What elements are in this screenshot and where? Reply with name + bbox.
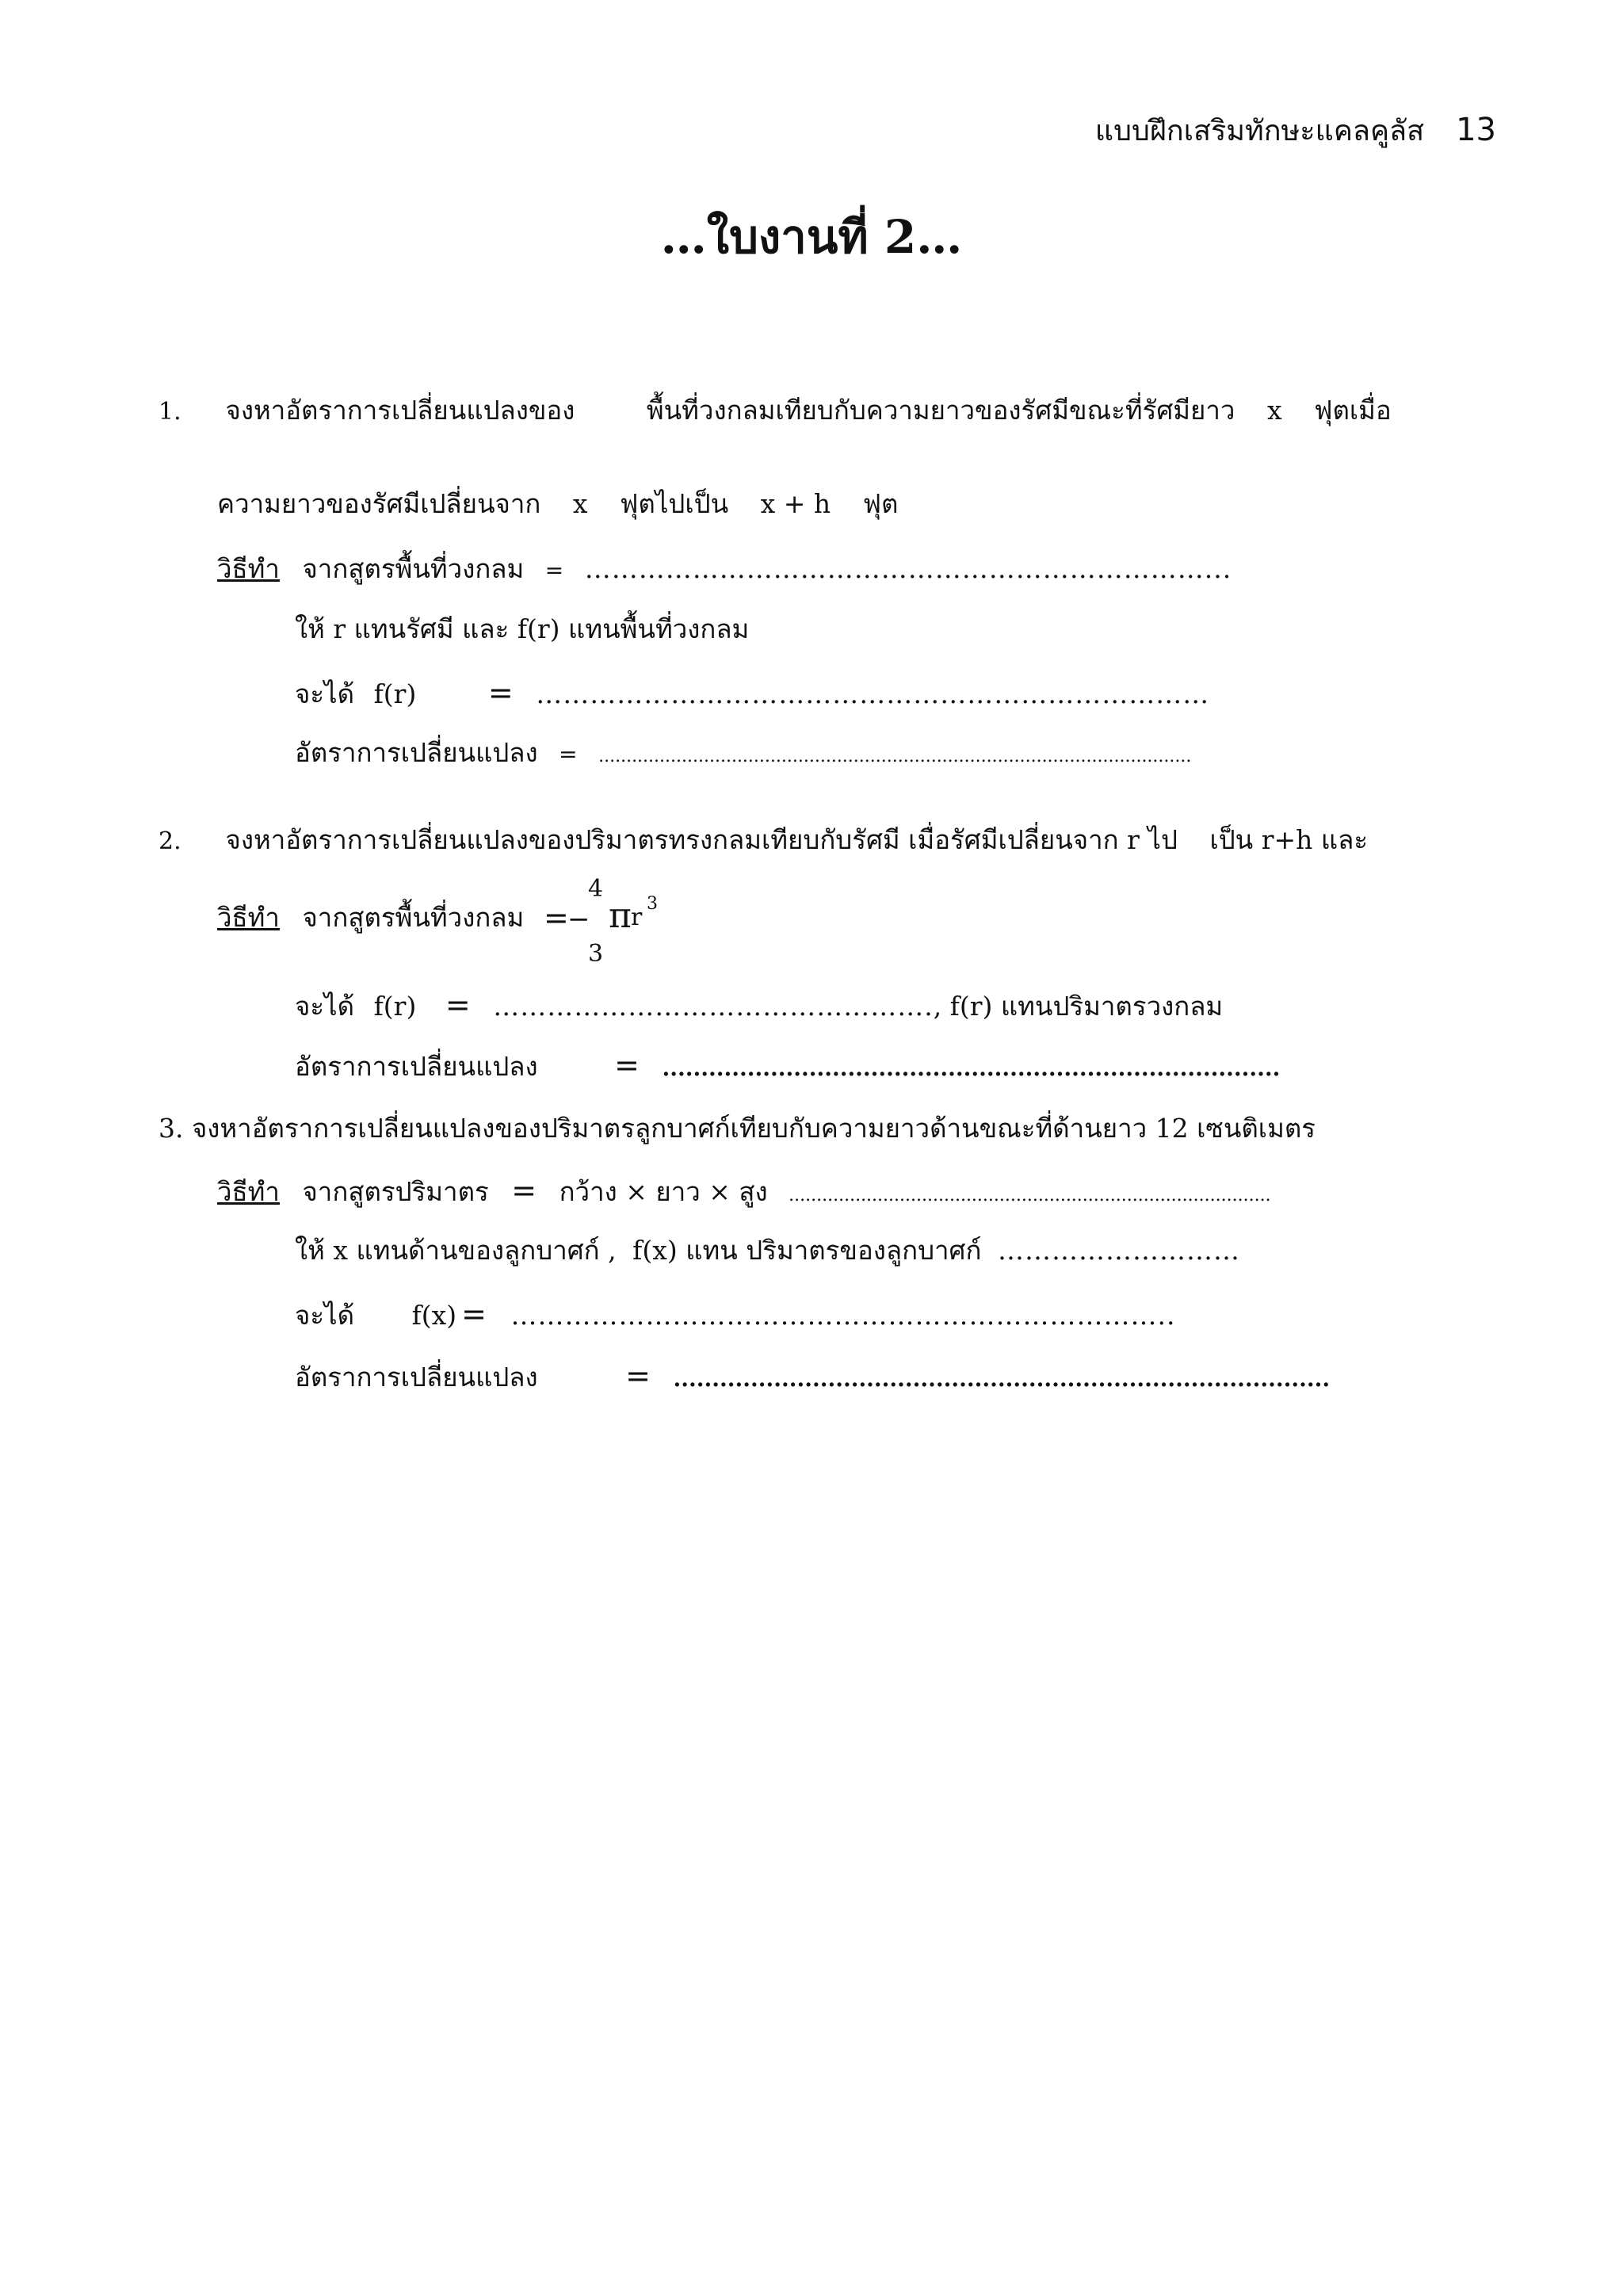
q2-statement [158, 824, 1368, 856]
q3-step4-text: อัตราการเปลี่ยนแปลง [295, 1362, 538, 1392]
q2-text: จงหาอัตราการเปลี่ยนแปลงของปริมาตรทรงกลมเทียบกับรัศมี เมื่อรัศมีเปลี่ยนจาก r ไป [225, 824, 1178, 855]
q1-step3-text: จะได้ [295, 678, 355, 709]
q2-number: 2. [158, 827, 181, 855]
page-number: 13 [1456, 112, 1496, 148]
q2-formula-denominator: 3 [588, 940, 604, 968]
q3-step1-eq: = [511, 1173, 537, 1208]
q2-formula-sign: − [567, 904, 590, 935]
q3-step3-answer-blank: ……………………………………………………………….. [510, 1300, 1176, 1331]
q2-formula-var: r [631, 904, 643, 931]
q1-step4 [295, 737, 1191, 769]
q2-step1-text: จากสูตรพื้นที่วงกลม [302, 902, 525, 933]
q2-step3 [295, 1048, 1280, 1084]
q2-step1 [217, 902, 524, 934]
q3-step3 [295, 1297, 1176, 1333]
q3-step2-b: f(x) แทน ปริมาตรของลูกบาศก์ [632, 1235, 982, 1266]
q2-step3-eq: = [614, 1048, 640, 1083]
q1-line2-expr: x + h [760, 488, 831, 519]
q2-step2-after: , f(r) แทนปริมาตรวงกลม [933, 991, 1224, 1022]
q2-formula-pi: π [609, 896, 632, 936]
q3-step4-eq: = [625, 1358, 651, 1393]
q1-step3-fx: f(r) [373, 678, 417, 709]
q2-step2-answer-blank: …………………………………………. [493, 991, 934, 1022]
q3-step1-expr: กว้าง × ยาว × สูง [559, 1176, 768, 1207]
q3-step4-answer-blank: ..................................................................................... [673, 1366, 1331, 1392]
q1-number: 1. [158, 398, 181, 426]
q3-text: 3. จงหาอัตราการเปลี่ยนแปลงของปริมาตรลูกบาศก์เทียบกับความยาวด้านขณะที่ด้านยาว 12 เซนติเมตร [158, 1113, 1316, 1144]
q3-step3-eq: = [461, 1297, 487, 1331]
q1-line2-c: ฟุต [862, 488, 899, 519]
q3-step2 [295, 1235, 1240, 1266]
q2-step2-text: จะได้ [295, 991, 355, 1022]
q1-var-x: x [1266, 395, 1282, 426]
q1-text-b: พื้นที่วงกลมเทียบกับความยาวของรัศมีขณะที่รัศมียาว [646, 395, 1235, 426]
q2-formula-exponent: 3 [647, 894, 658, 914]
q1-step1-text: จากสูตรพื้นที่วงกลม [302, 553, 525, 584]
q2-text-b: เป็น r+h และ [1209, 824, 1369, 855]
q1-step4-text: อัตราการเปลี่ยนแปลง [295, 737, 538, 768]
worksheet-title: …ใบงานที่ 2… [660, 210, 963, 264]
q2-step3-text: อัตราการเปลี่ยนแปลง [295, 1051, 538, 1082]
q1-step4-eq: = [559, 741, 578, 767]
q3-step1-answer-blank: ....................................................................................... [789, 1186, 1271, 1205]
q3-step3-fx: f(x) [411, 1300, 457, 1331]
q2-step2 [295, 988, 1223, 1024]
q1-line2-x: x [572, 488, 588, 519]
q1-text-c: ฟุตเมื่อ [1314, 395, 1392, 426]
q1-line2-b: ฟุตไปเป็น [620, 488, 729, 519]
q3-step3-text: จะได้ [295, 1300, 355, 1331]
q1-step1-answer-blank: ……………………………………………………………... [584, 553, 1232, 584]
q2-step2-eq: = [445, 988, 471, 1022]
q2-step3-answer-blank: ................................................................................ [662, 1055, 1281, 1081]
q1-step2 [295, 613, 749, 645]
q1-step4-answer-blank: ........................................................................................................... [598, 747, 1192, 766]
q1-step3-eq: = [487, 675, 514, 710]
q1-line2-a: ความยาวของรัศมีเปลี่ยนจาก [217, 488, 541, 519]
q3-step2-text: ให้ x แทนด้านของลูกบาศก์ , [295, 1235, 617, 1266]
q3-step4 [295, 1358, 1330, 1395]
q1-step3-answer-blank: ………………………………………………………………… [536, 678, 1210, 709]
q1-step2-text: ให้ r แทนรัศมี และ f(r) แทนพื้นที่วงกลม [295, 613, 750, 644]
q1-step1 [217, 553, 1232, 585]
q3-step1 [193, 1173, 1271, 1209]
q1-step3 [295, 675, 1209, 712]
q3-statement [158, 1113, 1316, 1144]
q3-step1-text: จากสูตรปริมาตร [302, 1176, 489, 1207]
q2-formula-fraction-bar [586, 923, 604, 924]
q2-formula-eq: = [544, 900, 569, 935]
page-header [1095, 108, 1496, 153]
q3-method-label: วิธีทำ [217, 1176, 280, 1207]
running-title: แบบฝึกเสริมทักษะแคลคูลัส [1094, 115, 1425, 147]
q1-statement-line1 [158, 395, 1392, 426]
q1-method-label: วิธีทำ [217, 553, 280, 584]
q2-formula-numerator: 4 [588, 875, 604, 903]
q3-step2-answer-blank: ……………………… [997, 1235, 1240, 1266]
q1-text-a: จงหาอัตราการเปลี่ยนแปลงของ [225, 395, 575, 426]
q1-step1-eq: = [544, 557, 564, 583]
q2-step2-fx: f(r) [373, 991, 417, 1022]
q1-statement-line2 [217, 488, 898, 520]
q2-method-label: วิธีทำ [217, 902, 280, 933]
